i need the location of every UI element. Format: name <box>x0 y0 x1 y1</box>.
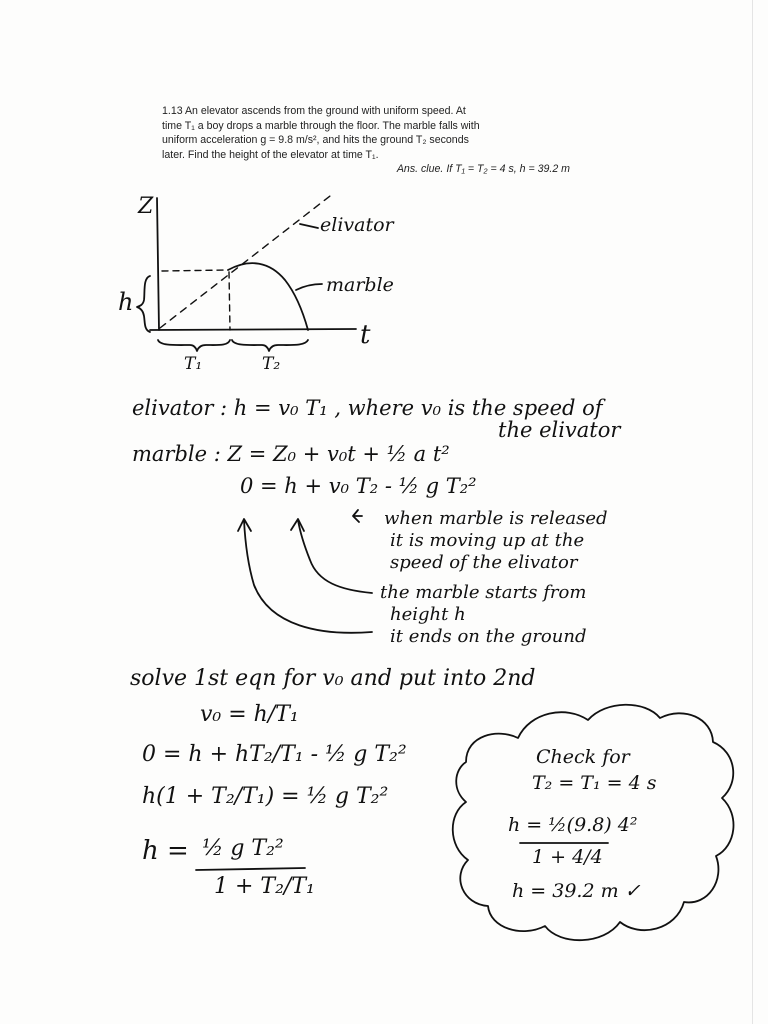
note-released-3: speed of the elivator <box>390 552 578 573</box>
h-label: h <box>118 288 134 316</box>
check-denominator: 1 + 4/4 <box>532 846 603 868</box>
marble-pointer <box>296 284 322 290</box>
note-released-1: when marble is released <box>384 508 608 529</box>
problem-line: uniform acceleration g = 9.8 m/s², and hits the ground T₂ seconds <box>162 134 469 147</box>
t2-label: T₂ <box>262 354 281 374</box>
h-result-numerator: ½ g T₂² <box>202 836 284 861</box>
h-fraction-bar <box>196 868 305 870</box>
check-condition: T₂ = T₁ = 4 s <box>532 772 657 794</box>
note-start-1: the marble starts from <box>380 582 587 603</box>
problem-line: time T₁ a boy drops a marble through the floor. The marble falls with <box>162 119 480 132</box>
problem-line: later. Find the height of the elevator at time T₁. <box>162 148 379 161</box>
t1-label: T₁ <box>184 354 203 374</box>
t1-brace <box>158 340 230 351</box>
t-axis <box>150 329 356 330</box>
t2-brace <box>232 340 308 351</box>
arrow-ends-ground <box>244 520 372 633</box>
problem-line: 1.13 An elevator ascends from the ground with uniform speed. At <box>162 105 466 117</box>
note-released-2: it is moving up at the <box>390 530 585 551</box>
check-numerator: h = ½(9.8) 4² <box>508 814 638 836</box>
release-dashed-line <box>229 272 230 330</box>
ground-equation: 0 = h + v₀ T₂ - ½ g T₂² <box>240 474 477 498</box>
check-result: h = 39.2 m ✓ <box>512 880 641 902</box>
substituted-equation: 0 = h + hT₂/T₁ - ½ g T₂² <box>142 742 407 767</box>
t-axis-label: t <box>360 320 371 350</box>
height-dashed-line <box>162 270 228 271</box>
factored-equation: h(1 + T₂/T₁) = ½ g T₂² <box>142 784 389 809</box>
elevator-equation: elivator : h = v₀ T₁ , where v₀ is the speed of <box>132 396 603 420</box>
check-title: Check for <box>536 746 630 768</box>
marble-equation: marble : Z = Z₀ + v₀t + ½ a t² <box>132 442 450 466</box>
elevator-pointer <box>300 224 318 228</box>
marble-curve <box>228 263 308 330</box>
note-start-2: height h <box>390 604 466 625</box>
z-axis-label: Z <box>138 194 154 219</box>
marble-label: marble <box>326 274 394 296</box>
z-axis <box>157 198 159 330</box>
v0-equation: v₀ = h/T₁ <box>200 702 299 727</box>
answer-clue: Ans. clue. If T₁ = T₂ = 4 s, h = 39.2 m <box>396 163 570 176</box>
arrow-start-height <box>298 520 372 593</box>
elevator-label: elivator <box>320 214 394 236</box>
h-brace <box>137 276 150 332</box>
elevator-equation-cont: the elivator <box>498 418 621 442</box>
h-result-lhs: h = <box>142 836 189 866</box>
h-result-denominator: 1 + T₂/T₁ <box>214 874 315 899</box>
elevator-line <box>160 196 330 328</box>
solve-instruction: solve 1st eqn for v₀ and put into 2nd <box>130 666 536 691</box>
note-ends-ground: it ends on the ground <box>390 626 587 647</box>
